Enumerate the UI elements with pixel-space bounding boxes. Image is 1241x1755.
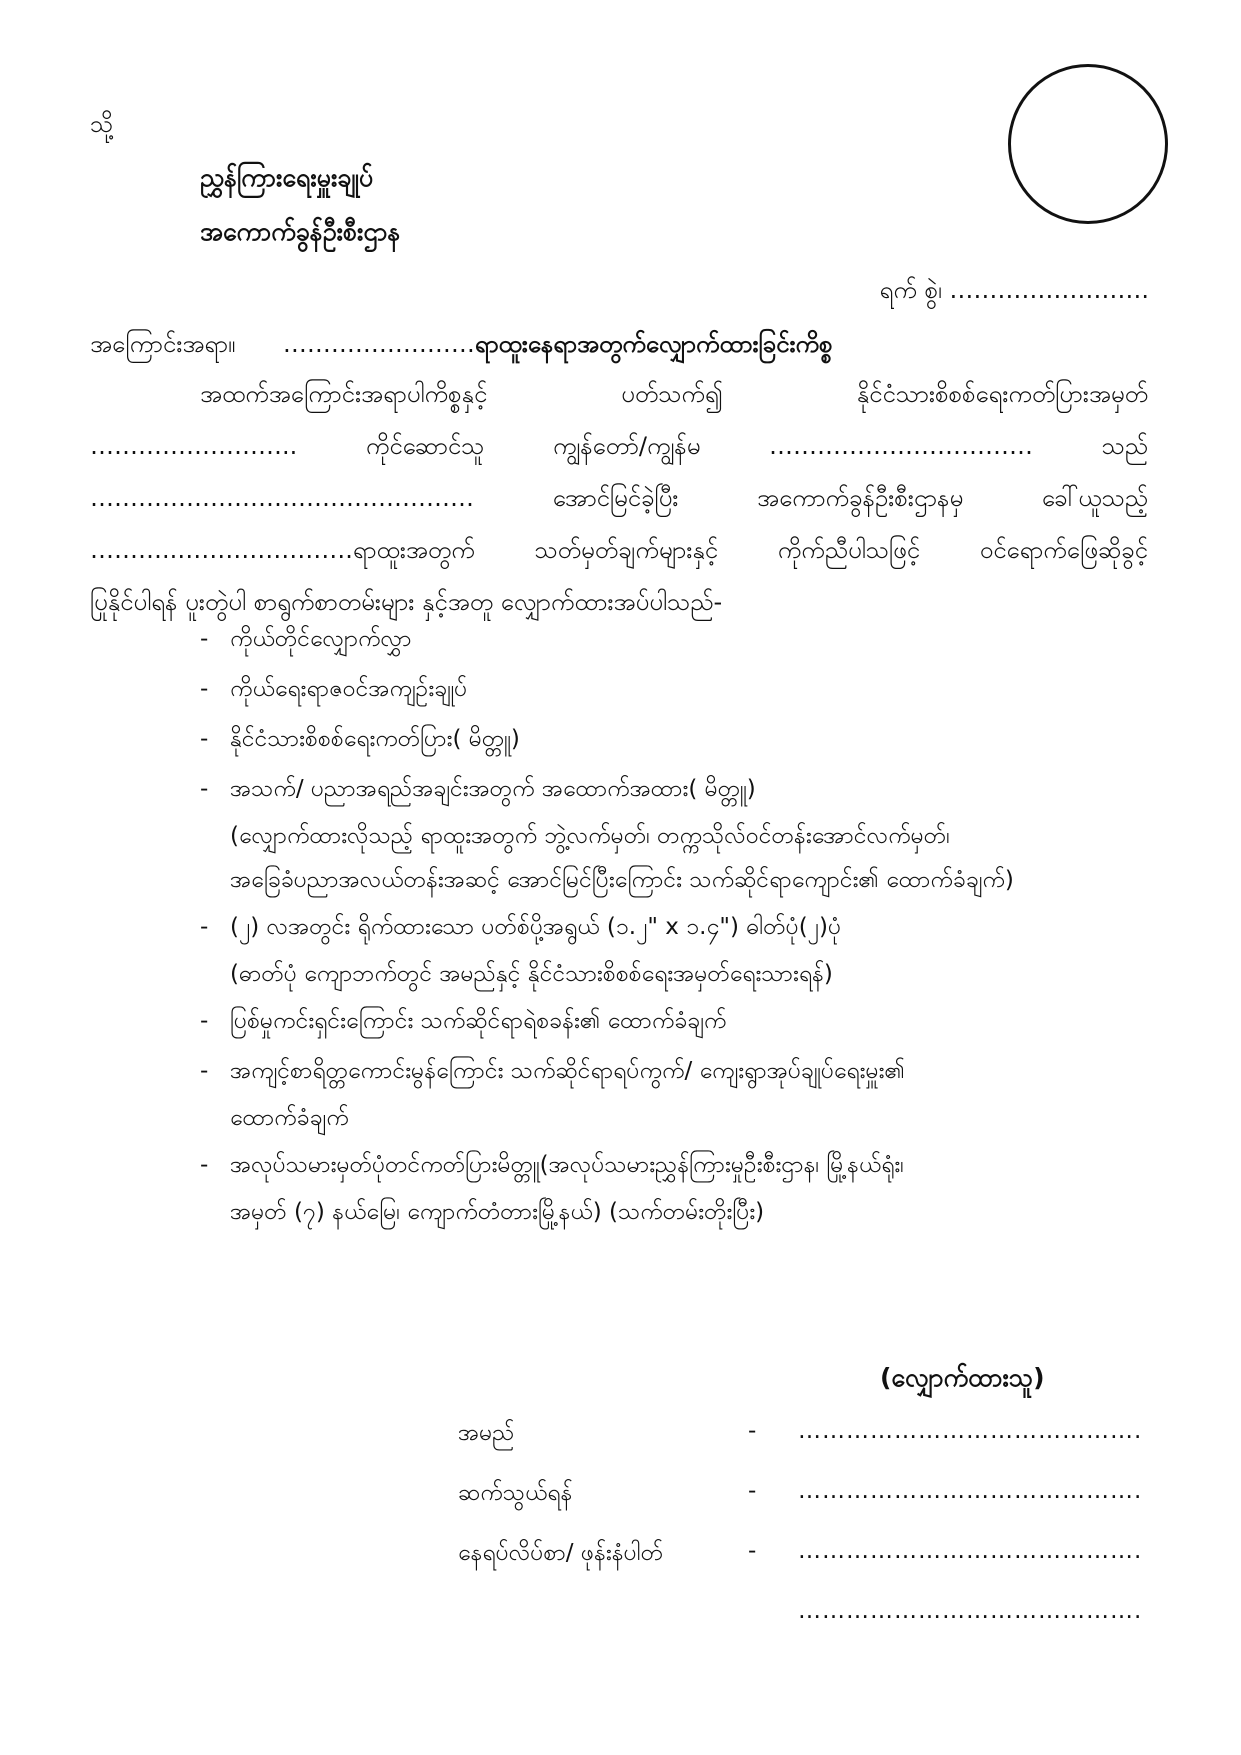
body-line xyxy=(90,420,1148,472)
list-item xyxy=(190,714,1180,764)
list-item-note: (ဓာတ်ပုံ ကျောဘက်တွင် အမည်နှင့် နိုင်ငံသားစိစစ်ရေးအမှတ်ရေးသားရန်) xyxy=(230,961,833,987)
body-text: ပြုနိုင်ပါရန် ပူးတွဲပါ စာရွက်စာတမ်းများ နှင့်အတူ လျှောက်ထားအပ်ပါသည်- xyxy=(90,588,723,616)
body-text: အောင်မြင်ခဲ့ပြီး xyxy=(552,484,679,512)
list-item-note: ထောက်ခံချက် xyxy=(230,1105,349,1131)
body-line xyxy=(90,368,1148,420)
list-item xyxy=(190,1140,1180,1234)
body-text: ဝင်ရောက်ဖြေဆိုခွင့် xyxy=(979,536,1148,564)
subject-line xyxy=(90,328,833,364)
list-item-note: (လျှောက်ထားလိုသည့် ရာထူးအတွက် ဘွဲ့လက်မှတ်၊ တက္ကသိုလ်ဝင်တန်းအောင်လက်မှတ်၊ xyxy=(230,823,950,849)
subject-dots: …………………… xyxy=(282,330,475,358)
subject-label: အကြောင်းအရာ။ xyxy=(90,330,236,358)
list-dash: - xyxy=(200,626,209,652)
list-dash: - xyxy=(200,776,209,802)
separator: - xyxy=(748,1478,757,1504)
list-item xyxy=(190,614,1180,664)
list-dash: - xyxy=(200,1058,209,1084)
name-label: အမည် xyxy=(458,1420,515,1446)
blank-field: …………………………… xyxy=(769,432,1033,460)
body-text: ………..………………….ရာထူးအတွက် xyxy=(90,536,475,564)
list-dash: - xyxy=(200,1008,209,1034)
name-blank-field: ……………………………………. xyxy=(798,1418,1143,1444)
list-item xyxy=(190,764,1180,902)
body-text: ကျွန်တော်/ကျွန်မ xyxy=(552,432,701,460)
list-item xyxy=(190,902,1180,996)
body-line xyxy=(90,524,1148,576)
blank-field: ………………………………………… xyxy=(90,484,474,512)
subject-title: ရာထူးနေရာအတွက်လျှောက်ထားခြင်းကိစ္စ xyxy=(474,330,833,358)
body-paragraph xyxy=(90,368,1148,628)
list-item-text: အကျင့်စာရိတ္တကောင်းမွန်ကြောင်း သက်ဆိုင်ရာရပ်ကွက်/ ကျေးရွာအုပ်ချုပ်ရေးမှူး၏ xyxy=(230,1058,905,1084)
address-blank-field: ……………………………………. xyxy=(798,1538,1143,1564)
to-label: သို့ xyxy=(90,110,114,138)
list-item xyxy=(190,1046,1180,1140)
list-item-text: ကိုယ်တိုင်လျှောက်လွှာ xyxy=(230,626,412,652)
list-item xyxy=(190,664,1180,714)
name-row xyxy=(458,1418,1158,1458)
address-row xyxy=(458,1538,1158,1578)
addressee-title: ညွှန်ကြားရေးမှူးချုပ် xyxy=(200,163,374,192)
list-item-text: အလုပ်သမားမှတ်ပုံတင်ကတ်ပြားမိတ္တူ(အလုပ်သမားညွှန်ကြားမှုဦးစီးဌာန၊ မြို့နယ်ရုံး၊ xyxy=(230,1152,904,1178)
contact-blank-field: ……………………………………. xyxy=(798,1478,1143,1504)
attachments-list xyxy=(190,614,1180,1234)
list-dash: - xyxy=(200,726,209,752)
list-dash: - xyxy=(200,1152,209,1178)
list-item-text: ကိုယ်ရေးရာဇဝင်အကျဉ်းချုပ် xyxy=(230,676,468,702)
list-item-note: အမှတ် (၇) နယ်မြေ၊ ကျောက်တံတားမြို့နယ်) (သက်တမ်းတိုးပြီး) xyxy=(230,1199,765,1225)
address-row-continued xyxy=(458,1598,1158,1638)
list-dash: - xyxy=(200,914,209,940)
applicant-heading: (လျှောက်ထားသူ) xyxy=(880,1363,1045,1392)
blank-field: …………………….. xyxy=(90,432,298,460)
body-text: သတ်မှတ်ချက်များနှင့် xyxy=(534,536,719,564)
list-dash: - xyxy=(200,676,209,702)
list-item-text: (၂) လအတွင်း ရိုက်ထားသော ပတ်စ်ပို့အရွယ် (၁.၂" x ၁.၄") ဓါတ်ပုံ(၂)ပုံ xyxy=(230,914,842,940)
reference-date: ရက် စွဲ၊ ……………………. xyxy=(879,276,1149,304)
body-text: ကိုက်ညီပါသဖြင့် xyxy=(777,536,921,564)
contact-row xyxy=(458,1478,1158,1518)
body-text: ခေါ်ယူသည့် xyxy=(1041,484,1148,512)
body-text: သည် xyxy=(1101,432,1148,460)
separator: - xyxy=(748,1418,757,1444)
body-text: နိုင်ငံသားစိစစ်ရေးကတ်ပြားအမှတ် xyxy=(856,380,1148,408)
body-line xyxy=(90,472,1148,524)
body-text: ပတ်သက်၍ xyxy=(621,380,723,408)
list-item-text: ပြစ်မှုကင်းရှင်းကြောင်း သက်ဆိုင်ရာရဲစခန်း၏ ထောက်ခံချက် xyxy=(230,1008,727,1034)
address-blank-field: ……………………………………. xyxy=(798,1598,1143,1624)
list-item-text: အသက်/ ပညာအရည်အချင်းအတွက် အထောက်အထား( မိတ္တူ) xyxy=(230,776,756,802)
body-text: ကိုင်ဆောင်သူ xyxy=(365,432,485,460)
list-item xyxy=(190,996,1180,1046)
addressee-department: အကောက်ခွန်ဦးစီးဌာန xyxy=(200,217,401,246)
contact-label: ဆက်သွယ်ရန် xyxy=(458,1480,573,1506)
body-text: အကောက်ခွန်ဦးစီးဌာနမှ xyxy=(757,484,964,512)
body-text: အထက်အကြောင်းအရာပါကိစ္စနှင့် xyxy=(200,380,488,408)
list-item-note: အခြေခံပညာအလယ်တန်းအဆင့် အောင်မြင်ပြီးကြောင်း သက်ဆိုင်ရာကျောင်း၏ ထောက်ခံချက်) xyxy=(230,867,1014,893)
list-item-text: နိုင်ငံသားစိစစ်ရေးကတ်ပြား( မိတ္တူ) xyxy=(230,726,520,752)
photo-placeholder-circle xyxy=(1008,64,1168,224)
address-label: နေရပ်လိပ်စာ/ ဖုန်းနံပါတ် xyxy=(458,1540,664,1566)
separator: - xyxy=(748,1538,757,1564)
